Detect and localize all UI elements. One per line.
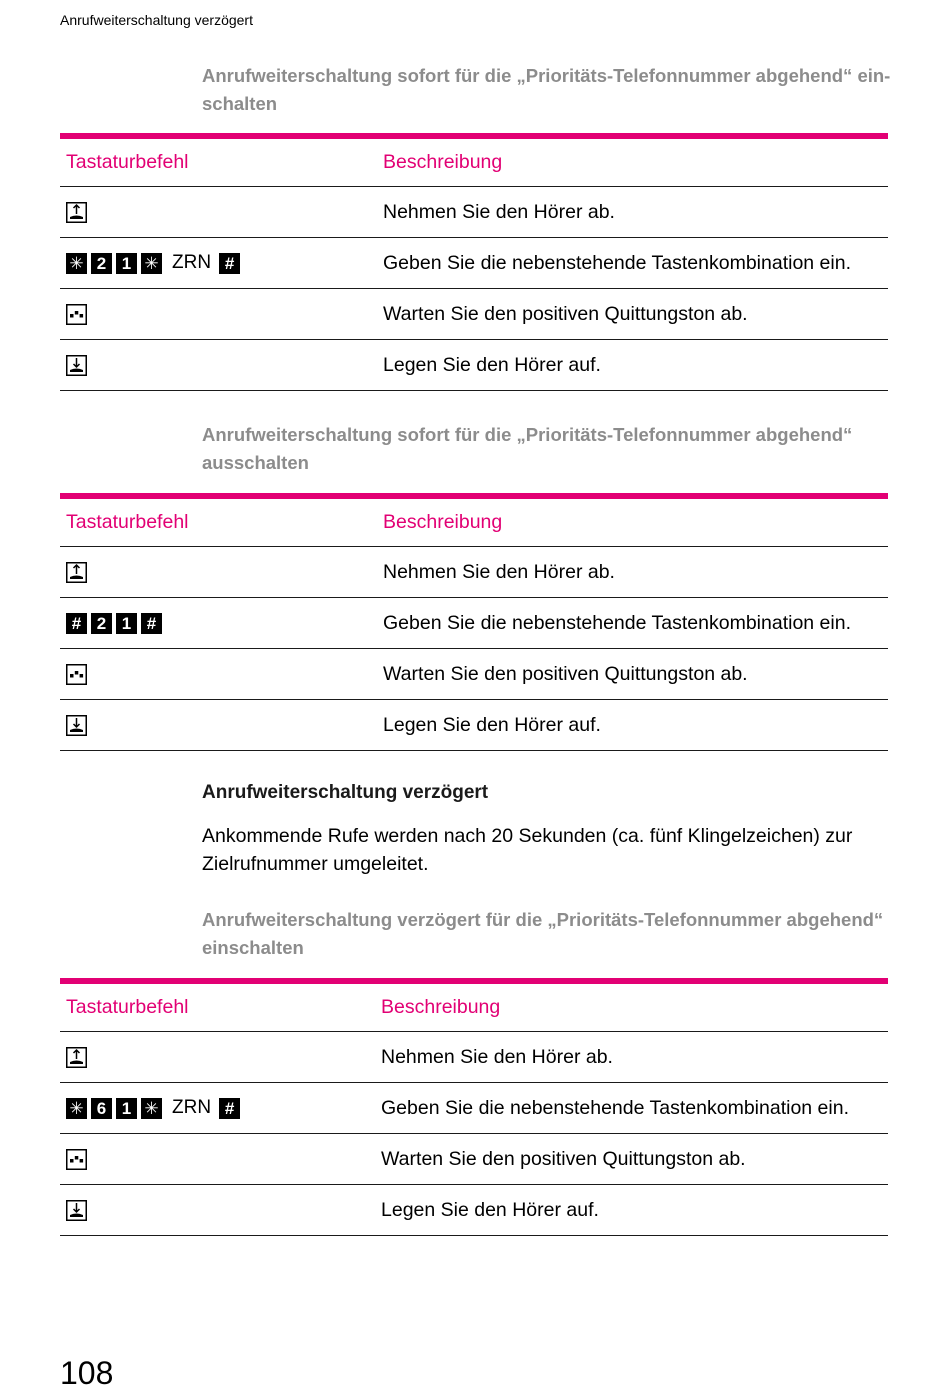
row-description: Nehmen Sie den Hörer ab.: [383, 560, 615, 583]
delayed-heading: Anrufweiterschaltung verzögert: [202, 782, 489, 803]
row-description: Nehmen Sie den Hörer ab.: [383, 200, 615, 223]
row-description: Warten Sie den positiven Quittungston ab.: [383, 302, 748, 325]
section-title-3: Anrufweiterschaltung verzögert für die „Prioritäts-Telefonnummer abgehend“ einschalten: [202, 909, 884, 958]
row-description: Warten Sie den positiven Quittungston ab.: [383, 662, 748, 685]
table-row: [60, 1032, 888, 1083]
handset-hangup-icon: [66, 355, 87, 376]
handset-hangup-icon: [66, 715, 87, 736]
table-row: [60, 340, 888, 391]
table-row: [60, 598, 888, 649]
row-description: Geben Sie die nebenstehende Tastenkombination ein.: [383, 611, 851, 634]
key-star-icon: ✳: [141, 253, 162, 274]
table-row: [60, 547, 888, 598]
table-header-row: [60, 499, 888, 547]
row-description: Warten Sie den positiven Quittungston ab.: [381, 1147, 746, 1170]
header-description: Beschreibung: [383, 151, 503, 173]
table-row: [60, 238, 888, 289]
row-description: Geben Sie die nebenstehende Tastenkombination ein.: [383, 251, 851, 274]
table-row: [60, 700, 888, 751]
table-header-row: [60, 139, 888, 187]
running-head: Anrufweiterschaltung verzögert: [60, 12, 253, 28]
table-row: [60, 649, 888, 700]
confirmation-tone-icon: [66, 304, 87, 325]
key-combination: [66, 598, 162, 648]
command-table-3: [60, 978, 888, 1236]
section-title-1: Anrufweiterschaltung sofort für die „Prioritäts-Telefonnummer abgehend“ ein-schalten: [202, 65, 891, 114]
confirmation-tone-icon: [66, 1149, 87, 1170]
key-hash-icon: #: [141, 613, 162, 634]
key-2: 2: [91, 613, 112, 634]
header-command: Tastaturbefehl: [66, 151, 189, 173]
zrn-label: ZRN: [172, 252, 212, 273]
table-row: [60, 1185, 888, 1236]
table-row: [60, 1134, 888, 1185]
page-number: 108: [60, 1355, 114, 1391]
confirmation-tone-icon: [66, 664, 87, 685]
row-description: Legen Sie den Hörer auf.: [383, 713, 601, 736]
zrn-label: ZRN: [172, 1097, 212, 1118]
key-hash-icon: #: [219, 1098, 240, 1119]
row-description: Legen Sie den Hörer auf.: [383, 353, 601, 376]
header-description: Beschreibung: [383, 511, 503, 533]
header-description: Beschreibung: [381, 996, 501, 1018]
table-row: [60, 289, 888, 340]
key-hash-icon: #: [219, 253, 240, 274]
key-combination: [66, 238, 240, 288]
handset-hangup-icon: [66, 1200, 87, 1221]
table-header-row: [60, 984, 888, 1032]
handset-lift-icon: [66, 1047, 87, 1068]
key-hash-icon: #: [66, 613, 87, 634]
header-command: Tastaturbefehl: [66, 511, 189, 533]
key-2: 2: [91, 253, 112, 274]
key-6: 6: [91, 1098, 112, 1119]
row-description: Geben Sie die nebenstehende Tastenkombination ein.: [381, 1096, 849, 1119]
delayed-text: Ankommende Rufe werden nach 20 Sekunden (ca. fünf Klingelzeichen) zur Zielrufnummer umgeleitet.: [202, 825, 853, 875]
key-star-icon: ✳: [66, 1098, 87, 1119]
table-row: [60, 1083, 888, 1134]
row-description: Legen Sie den Hörer auf.: [381, 1198, 599, 1221]
key-1: 1: [116, 613, 137, 634]
table-row: [60, 187, 888, 238]
handset-lift-icon: [66, 202, 87, 223]
key-star-icon: ✳: [141, 1098, 162, 1119]
header-command: Tastaturbefehl: [66, 996, 189, 1018]
key-combination: [66, 1083, 240, 1133]
command-table-2: [60, 493, 888, 751]
command-table-1: [60, 133, 888, 391]
handset-lift-icon: [66, 562, 87, 583]
section-title-2: Anrufweiterschaltung sofort für die „Prioritäts-Telefonnummer abgehend“ ausschalten: [202, 424, 853, 473]
key-1: 1: [116, 1098, 137, 1119]
key-1: 1: [116, 253, 137, 274]
key-star-icon: ✳: [66, 253, 87, 274]
row-description: Nehmen Sie den Hörer ab.: [381, 1045, 613, 1068]
